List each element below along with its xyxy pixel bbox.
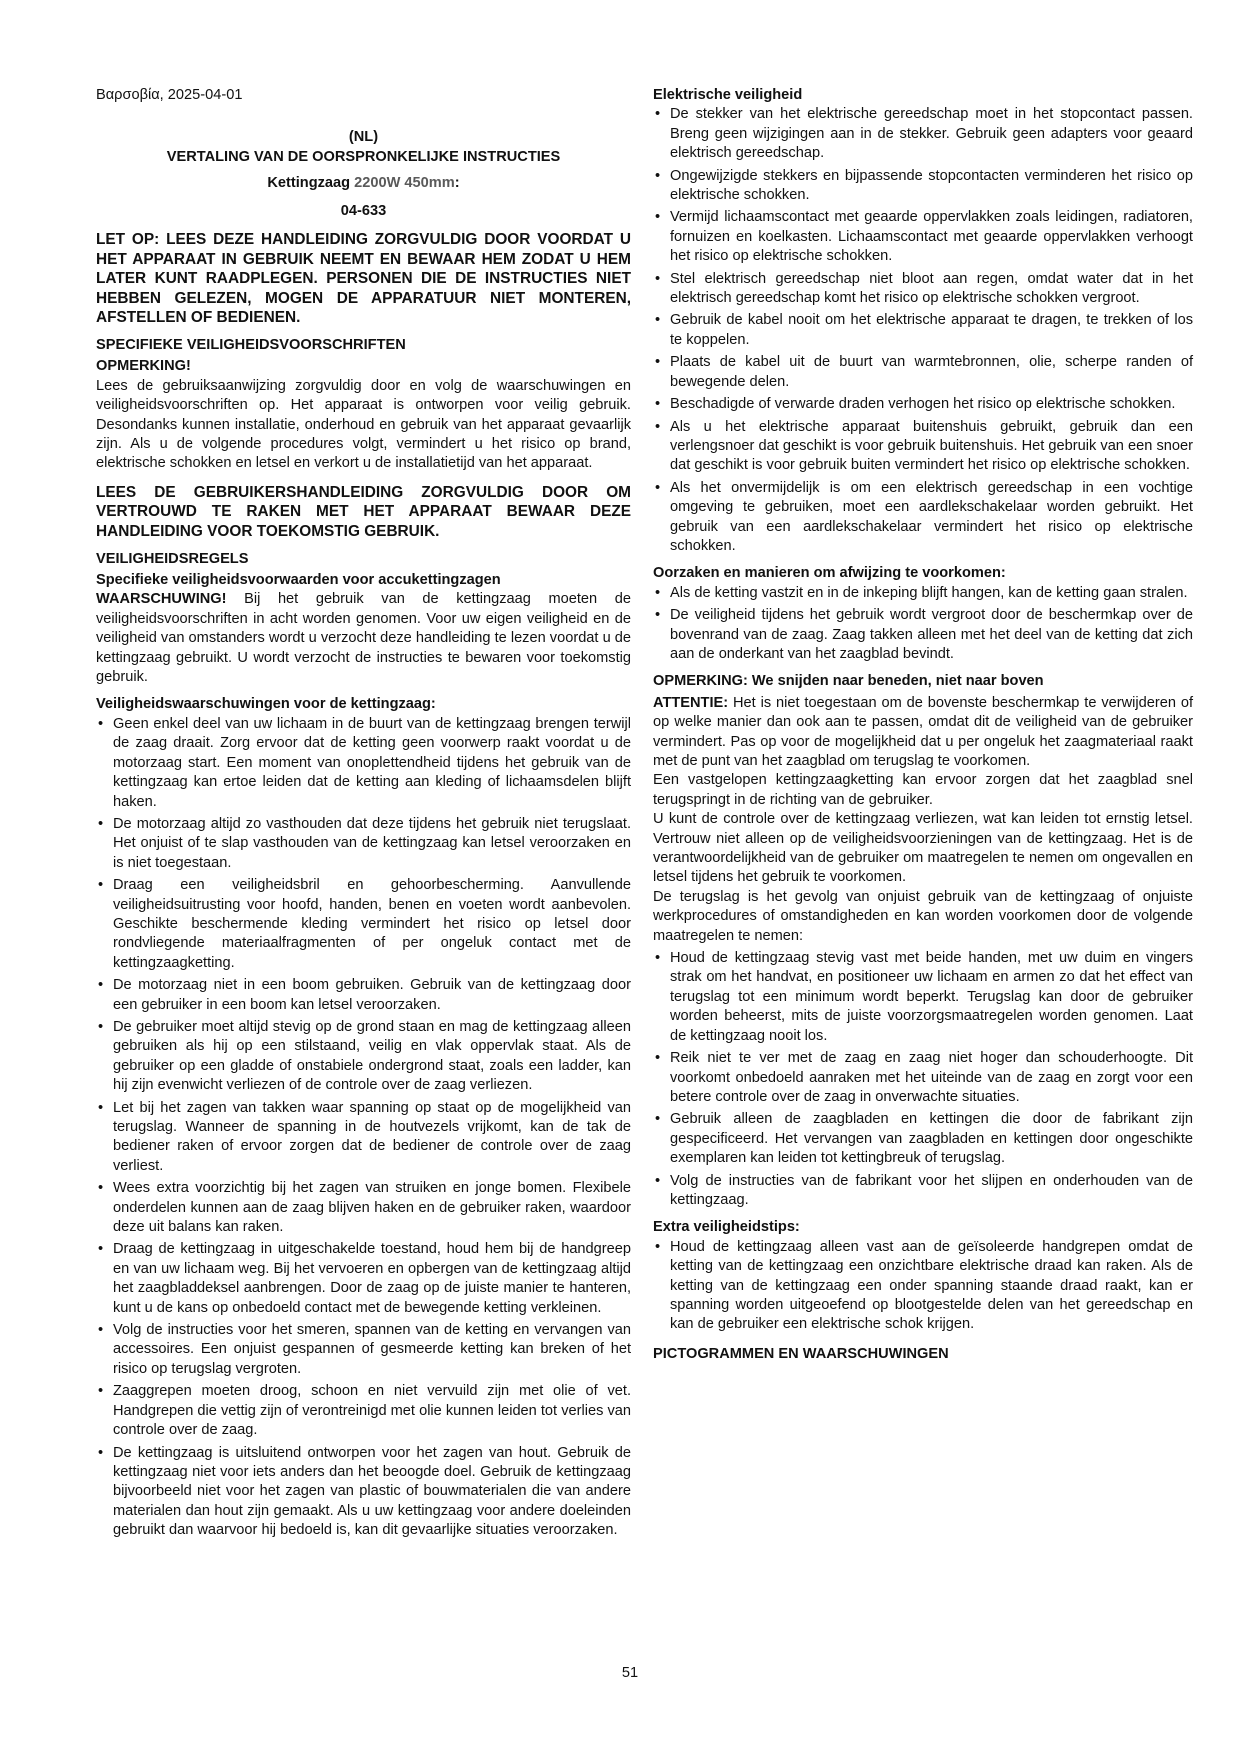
bullet-icon: • [98,1444,104,1461]
list-item-text: Plaats de kabel uit de buurt van warmtebronnen, olie, scherpe randen of bewegende delen. [670,354,1193,390]
list-item-text: Als u het elektrische apparaat buitenshuis gebruikt, gebruik dan een verlengsnoer dat geschikt is voor gebruik buitenshuis. Het gebruik van een snoer dat geschikt is voor gebruik buiten vermindert het risico op elektrische schokken. [670,418,1193,474]
bullet-icon: • [98,1241,104,1258]
list-item-text: De gebruiker moet altijd stevig op de grond staan en mag de kettingzaag alleen gebruiken als hij op een stilstaand, veilig en vlak oppervlak staat. Als de gebruiker op een gladde of onstabiele ondergrond staat, zoals een ladder, kan hij zijn evenwicht verliezen of de controle over de zaag verliezen. [113,1018,631,1094]
list-item [96,1444,631,1541]
list-item-text: Vermijd lichaamscontact met geaarde oppervlakken zoals leidingen, radiatoren, fornuizen en koelkasten. Lichaamscontact met geaarde oppervlakken verhoogt het risico op elektrische schokken. [670,209,1193,265]
list-item [653,949,1193,1046]
cut-direction-note: OPMERKING: We snijden naar beneden, niet naar boven [653,673,1044,690]
electric-safety-list [653,105,1193,556]
attention-paragraph [653,694,1193,772]
bullet-icon: • [655,167,661,184]
bullet-icon: • [655,354,661,371]
list-item [653,1172,1193,1211]
conditions-heading: Specifieke veiligheidsvoorwaarden voor accukettingzagen [96,572,501,589]
warning-heading: LET OP: LEES DEZE HANDLEIDING ZORGVULDIG DOOR VOORDAT U HET APPARAAT IN GEBRUIK NEEMT EN BEWAAR HEM ZODAT U HEM LATER KUNT RAADPLEGEN. PERSONEN DIE DE INSTRUCTIES NIET HEBBEN GELEZEN, MOGEN DE APPARATUUR NIET MONTEREN, AFSTELLEN OF BEDIENEN. [96,231,631,327]
list-item [653,208,1193,266]
list-item [653,1238,1193,1335]
list-item-text: Wees extra voorzichtig bij het zagen van struiken en jonge bomen. Flexibele onderdelen kunnen aan de zaag blijven haken en de gebruiker raken, waardoor deze uit balans kan raken. [113,1180,631,1236]
kickback-cause-paragraph: De terugslag is het gevolg van onjuist gebruik van de kettingzaag of onjuiste werkprocedures of omstandigheden en kan worden voorkomen door de volgende maatregelen te nemen: [653,888,1193,944]
pictograms-heading: PICTOGRAMMEN EN WAARSCHUWINGEN [653,1345,949,1362]
bullet-icon: • [655,312,661,329]
list-item-text: Houd de kettingzaag alleen vast aan de geïsoleerde handgrepen omdat de ketting van de kettingzaag een onzichtbare elektrische draad kan raken. Als de ketting van de kettingzaag een onder spanning staande draad raakt, kan er spanning worden uitgeoefend op blootgestelde delen van het gereedschap en kan de gebruiker een elektrische schok krijgen. [670,1238,1193,1333]
kickback-heading: Oorzaken en manieren om afwijzing te voorkomen: [653,565,1006,582]
bullet-icon: • [98,1180,104,1197]
list-item [653,418,1193,476]
list-item [653,167,1193,206]
list-item-text: Houd de kettingzaag stevig vast met beide handen, met uw duim en vingers strak om het handvat, en positioneer uw lichaam en armen zo dat het effect van terugslag tot een minimum wordt beperkt. Terugslag kan door de gebruiker worden beheerst, mits de juiste voorzorgsmaatregelen worden genomen. Laat de kettingzaag nooit los. [670,950,1193,1044]
list-item-text: Gebruik de kabel nooit om het elektrische apparaat te dragen, te trekken of los te koppelen. [670,312,1193,348]
warning-label: WAARSCHUWING! [96,591,227,608]
list-item [96,1382,631,1440]
list-item-text: Zaaggrepen moeten droog, schoon en niet vervuild zijn met olie of vet. Handgrepen die vettig zijn of verontreinigd met olie kunnen leiden tot verlies van controle over de zaag. [113,1383,631,1439]
jammed-chain-paragraph: Een vastgelopen kettingzaagketting kan ervoor zorgen dat het zaagblad snel terugspringt in de richting van de gebruiker. [653,772,1193,808]
bullet-icon: • [655,106,661,123]
list-item-text: Geen enkel deel van uw lichaam in de buurt van de kettingzaag brengen terwijl de zaag draait. Zorg ervoor dat de ketting geen voorwerp raakt voordat u de motorzaag start. Een moment van onoplettendheid tijdens het gebruik van de kettingzaag kan ertoe leiden dat de ketting aan kleding of lichaamsdelen blijft haken. [113,715,631,810]
model-number: 04-633 [340,202,387,219]
product-line [96,174,631,193]
bullet-icon: • [98,1018,104,1035]
kickback-list [653,584,1193,665]
prevention-measures-list [653,949,1193,1210]
bullet-icon: • [655,950,661,967]
list-item-text: Draag een veiligheidsbril en gehoorbescherming. Aanvullende veiligheidsuitrusting voor hoofd, handen, benen en voeten wordt aanbevolen. Geschikte beschermende kleding vermindert het risico op letsel door rondvliegende materiaalfragmenten of per ongeluk contact met de kettingzaagketting. [113,877,631,971]
product-name: Kettingzaag [267,175,355,192]
bullet-icon: • [98,977,104,994]
note-label: OPMERKING! [96,358,191,375]
bullet-icon: • [655,1238,661,1255]
list-item-text: Draag de kettingzaag in uitgeschakelde toestand, houd hem bij de handgreep en van uw lichaam weg. Bij het vervoeren en opbergen van de kettingzaag altijd het zaagbladdeksel aanbrengen. Door de zaag op de juiste manier te hanteren, kunt u de kans op onbedoeld contact met de bewegende ketting verkleinen. [113,1241,631,1316]
list-item [96,1099,631,1177]
left-column [96,86,631,1544]
warning-text: Bij het gebruik van de kettingzaag moeten de veiligheidsvoorschriften in acht worden genomen. Voor uw eigen veiligheid en de veiligheid van omstanders wordt u verzocht deze handleiding te lezen voordat u de kettingzaag gebruikt. U wordt verzocht de instructies te bewaren voor toekomstig gebruik. [96,591,631,686]
product-suffix: : [454,175,460,192]
language-code: (NL) [348,129,379,146]
list-item-text: Ongewijzigde stekkers en bijpassende stopcontacten verminderen het risico op elektrische schokken. [670,167,1193,204]
list-item [653,1049,1193,1107]
bullet-icon: • [655,418,661,435]
bullet-icon: • [655,479,661,496]
loss-of-control-paragraph: U kunt de controle over de kettingzaag verliezen, wat kan leiden tot ernstig letsel. Vertrouw niet alleen op de veiligheidsvoorzieningen van de kettingzaag. Het is de verantwoordelijkheid van de gebruiker om maatregelen te nemen om ongevallen en letsel tijdens het gebruik te voorkomen. [653,811,1193,886]
list-item [653,479,1193,557]
list-item-text: Volg de instructies van de fabrikant voor het slijpen en onderhouden van de kettingzaag. [670,1172,1193,1208]
list-item-text: Als het onvermijdelijk is om een elektrisch gereedschap in een vochtige omgeving te gebruiken, moet een aardlekschakelaar worden gebruikt. Het gebruik van een aardlekschakelaar vermindert het risico op elektrische schokken. [670,479,1193,554]
list-item-text: Volg de instructies voor het smeren, spannen van de ketting en vervangen van accessoires. Een onjuist gespannen of gesmeerde ketting kan breken of het risico op terugslag vergroten. [113,1322,631,1377]
list-item-text: De motorzaag niet in een boom gebruiken. Gebruik van de kettingzaag door een gebruiker in een boom kan letsel veroorzaken. [113,977,631,1013]
bullet-icon: • [655,1050,661,1067]
bullet-icon: • [655,1111,661,1128]
list-item-text: Als de ketting vastzit en in de inkeping blijft hangen, kan de ketting gaan stralen. [670,584,1188,601]
list-item-text: Let bij het zagen van takken waar spanning op staat op de mogelijkheid van terugslag. Wanneer de spanning in de houtvezels vrijkomt, kan de tak de bediener raken of ervoor zorgen dat de bediener de controle over de zaag verliest. [113,1099,631,1174]
list-item [653,353,1193,392]
bullet-icon: • [655,607,661,624]
read-manual-heading: LEES DE GEBRUIKERSHANDLEIDING ZORGVULDIG DOOR OM VERTROUWD TE RAKEN MET HET APPARAAT BEWAAR DEZE HANDLEIDING VOOR TOEKOMSTIG GEBRUIK. [96,483,631,541]
chainsaw-warnings-list [96,715,631,1541]
extra-tips-heading: Extra veiligheidstips: [653,1219,800,1236]
bullet-icon: • [98,1099,104,1116]
bullet-icon: • [98,1322,104,1339]
list-item [653,1110,1193,1168]
electric-safety-heading: Elektrische veiligheid [653,87,803,103]
list-item [96,1240,631,1318]
safety-rules-heading: VEILIGHEIDSREGELS [96,550,249,567]
list-item-text: De stekker van het elektrische gereedschap moet in het stopcontact passen. Breng geen wijzigingen aan in de stekker. Gebruik geen adapters voor geaard elektrisch gereedschap. [670,106,1193,162]
note-text: Lees de gebruiksaanwijzing zorgvuldig door en volg de waarschuwingen en veiligheidsvoorschriften op. Het apparaat is ontworpen voor veilig gebruik. Desondanks kunnen installatie, onderhoud en gebruik van het apparaat gevaarlijk zijn. Als u de volgende procedures volgt, vermindert u het risico op brand, elektrische schokken en letsel en verkort u de installatietijd van het apparaat. [96,377,631,472]
warning-paragraph [96,590,631,687]
list-item [653,395,1193,414]
chainsaw-warnings-heading: Veiligheidswaarschuwingen voor de kettingzaag: [96,696,436,713]
list-item-text: Gebruik alleen de zaagbladen en kettingen die door de fabrikant zijn gespecificeerd. Het vervangen van zaagbladen en kettingen door ongeschikte exemplaren kan leiden tot kettingbreuk of terugslag. [670,1111,1193,1167]
list-item [653,311,1193,350]
attention-label: ATTENTIE: [653,694,729,711]
list-item [96,715,631,812]
list-item [653,105,1193,163]
bullet-icon: • [655,1172,661,1189]
list-item [653,584,1193,603]
list-item [653,606,1193,664]
specific-rules-heading: SPECIFIEKE VEILIGHEIDSVOORSCHRIFTEN [96,337,406,353]
product-spec: 2200W 450mm [354,175,455,192]
list-item-text: De veiligheid tijdens het gebruik wordt vergroot door de beschermkap over de bovenrand van de zaag. Zaag takken alleen met het deel van de ketting dat zich aan de onderkant van het zaagblad bevindt. [670,607,1193,662]
list-item-text: Beschadigde of verwarde draden verhogen het risico op elektrische schokken. [670,396,1176,413]
bullet-icon: • [98,877,104,894]
list-item [96,1179,631,1237]
date-line: Βαρσοβία, 2025-04-01 [96,87,243,103]
list-item-text: De motorzaag altijd zo vasthouden dat deze tijdens het gebruik niet terugslaat. Het onjuist of te slap vasthouden van de kettingzaag kan letsel veroorzaken en is niet toegestaan. [113,815,631,871]
extra-tips-list [653,1238,1193,1335]
list-item [96,1018,631,1096]
right-column [653,86,1193,1364]
list-item [653,270,1193,309]
list-item [96,876,631,973]
list-item [96,976,631,1015]
bullet-icon: • [98,815,104,832]
bullet-icon: • [655,584,661,601]
list-item [96,1321,631,1379]
bullet-icon: • [98,715,104,732]
list-item [96,815,631,873]
bullet-icon: • [655,396,661,413]
bullet-icon: • [655,209,661,226]
document-title: VERTALING VAN DE OORSPRONKELIJKE INSTRUCTIES [166,148,561,165]
bullet-icon: • [655,270,661,287]
attention-text: Het is niet toegestaan om de bovenste beschermkap te verwijderen of op welke manier dan ook aan te passen, omdat dit de veiligheid van de gebruiker vermindert. Pas op voor de mogelijkheid dat u per ongeluk het zaagmateriaal raakt met de punt van het zaagblad om terugslag te voorkomen. [653,694,1193,769]
list-item-text: Stel elektrisch gereedschap niet bloot aan regen, omdat water dat in het elektrisch gereedschap komt het risico op elektrische schokken vergroot. [670,270,1193,307]
bullet-icon: • [98,1383,104,1400]
list-item-text: De kettingzaag is uitsluitend ontworpen voor het zagen van hout. Gebruik de kettingzaag niet voor iets anders dan het beoogde doel. Gebruik de kettingzaag bijvoorbeeld niet voor het zagen van plastic of bouwmaterialen die van andere materialen dan hout zijn gemaakt. Als u uw kettingzaag voor andere doeleinden gebruikt dan waarvoor hij bedoeld is, kan dit gevaarlijke situaties veroorzaken. [113,1444,631,1539]
page-number: 51 [621,1665,639,1681]
list-item-text: Reik niet te ver met de zaag en zaag niet hoger dan schouderhoogte. Dit voorkomt onbedoeld aanraken met het uiteinde van de zaag en zorgt voor een betere controle over de zaag in onverwachte situaties. [670,1050,1193,1105]
